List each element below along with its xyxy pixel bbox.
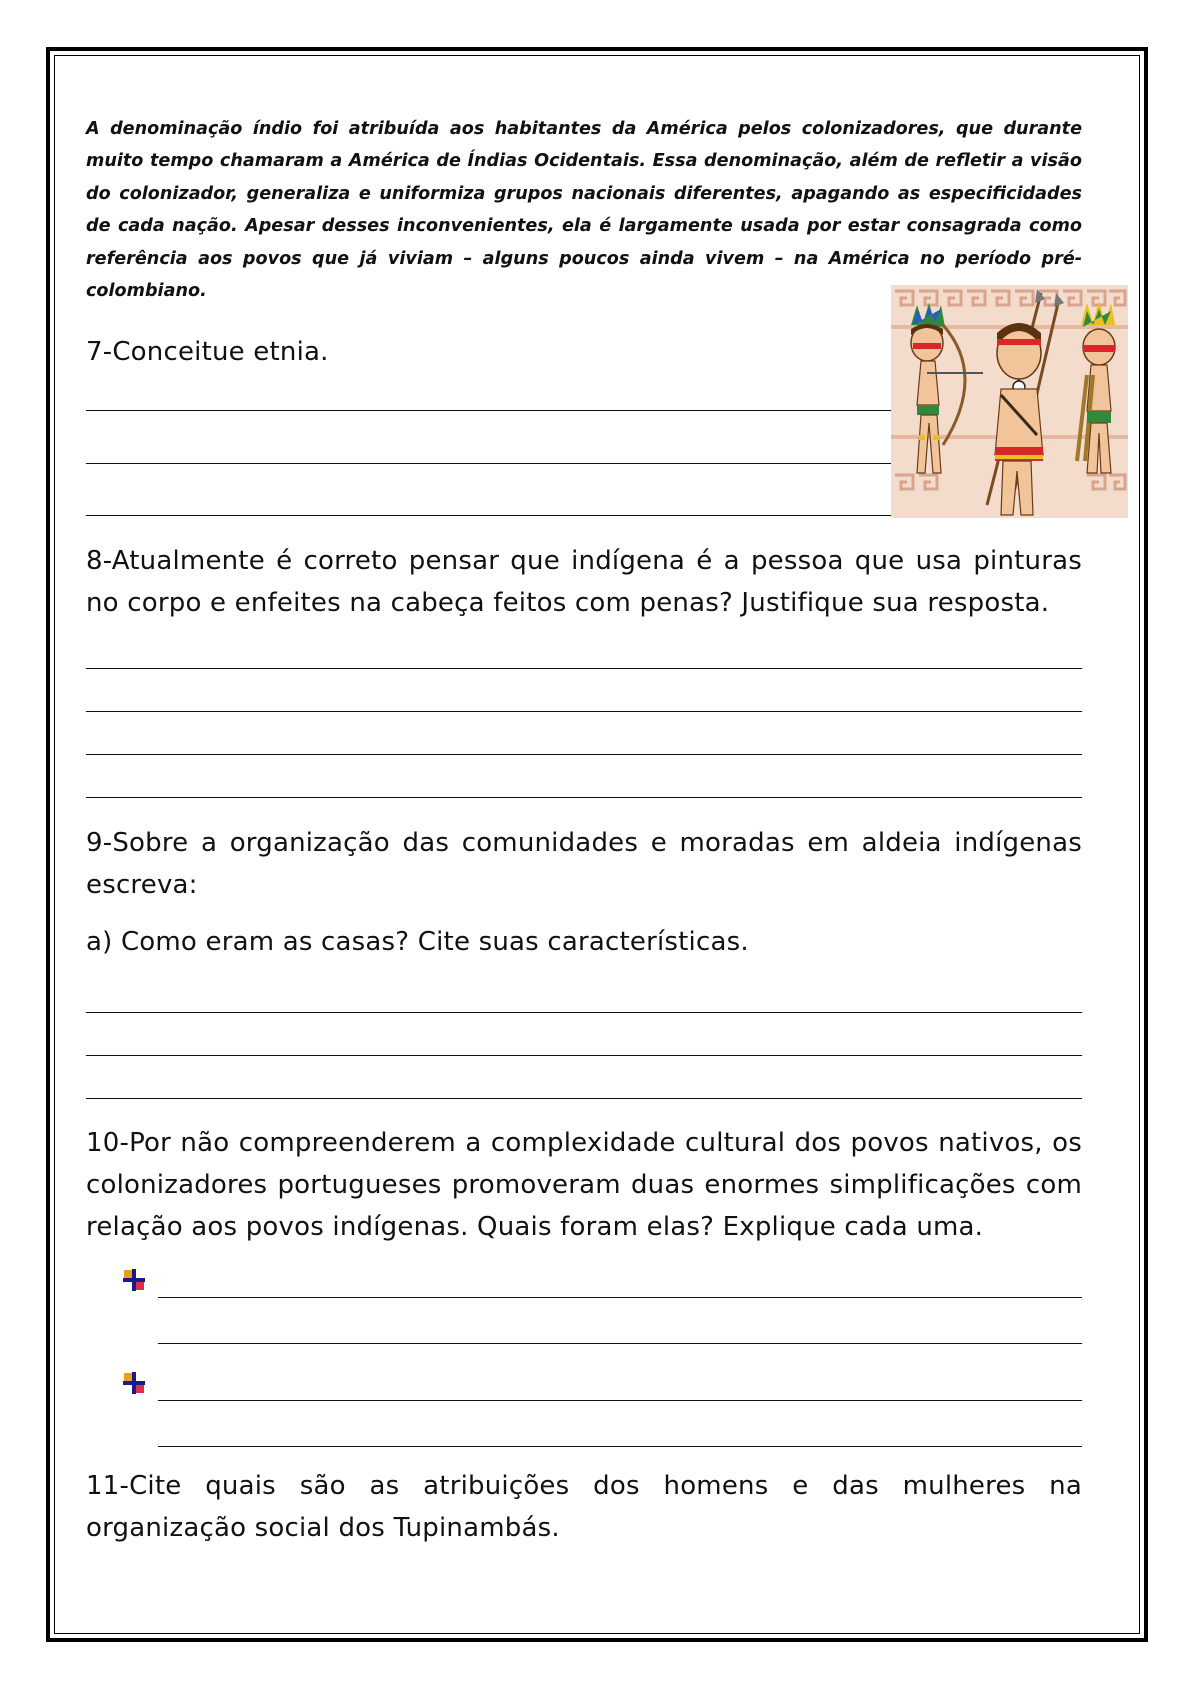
answer-line[interactable] <box>86 1055 1082 1056</box>
answer-line[interactable] <box>158 1297 1082 1298</box>
intro-paragraph: A denominação índio foi atribuída aos habitantes da América pelos colonizadores, que durante muito tempo chamaram a América de Índias Ocidentais. Essa denominação, além de refletir a visão do colonizador, generaliza e uniformiza grupos nacionais diferentes, apagando as especificidades de cada nação. Apesar desses inconvenientes, ela é largamente usada por estar consagrada como referência aos povos que já viviam – alguns poucos ainda vivem – na América no período pré-colombiano. <box>86 119 1082 302</box>
answer-line[interactable] <box>86 797 1082 798</box>
answer-line[interactable] <box>86 668 1082 669</box>
question-8: 8-Atualmente é correto pensar que indígena é a pessoa que usa pinturas no corpo e enfeites na cabeça feitos com penas? Justifique sua resposta. <box>86 546 1082 618</box>
question-10: 10-Por não compreenderem a complexidade cultural dos povos nativos, os colonizadores portugueses promoveram duas enormes simplificações com relação aos povos indígenas. Quais foram elas? Explique cada uma. <box>86 1128 1082 1242</box>
answer-line[interactable] <box>86 463 892 464</box>
answer-line[interactable] <box>86 1098 1082 1099</box>
answer-line[interactable] <box>158 1446 1082 1447</box>
answer-line[interactable] <box>86 1012 1082 1013</box>
plus-bullet-icon <box>121 1370 147 1396</box>
question-9a: a) Como eram as casas? Cite suas características. <box>86 927 749 957</box>
question-9: 9-Sobre a organização das comunidades e moradas em aldeia indígenas escreva: <box>86 828 1082 900</box>
question-7: 7-Conceitue etnia. <box>86 337 329 367</box>
question-11: 11-Cite quais são as atribuições dos homens e das mulheres na organização social dos Tupinambás. <box>86 1471 1082 1543</box>
answer-line[interactable] <box>86 515 892 516</box>
answer-line[interactable] <box>86 754 1082 755</box>
answer-line[interactable] <box>158 1400 1082 1401</box>
plus-bullet-icon <box>121 1267 147 1293</box>
answer-line[interactable] <box>86 410 892 411</box>
answer-line[interactable] <box>158 1343 1082 1344</box>
indigenous-people-illustration <box>891 285 1128 518</box>
answer-line[interactable] <box>86 711 1082 712</box>
